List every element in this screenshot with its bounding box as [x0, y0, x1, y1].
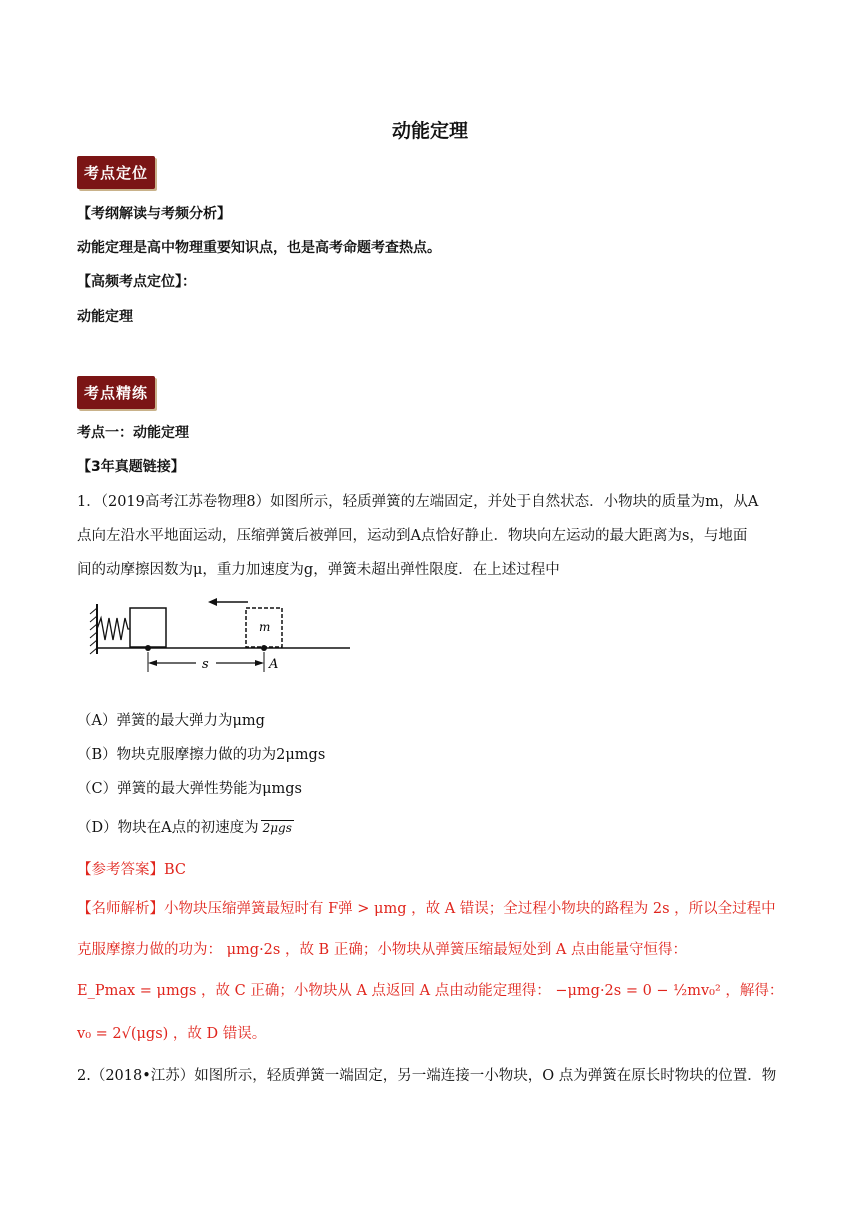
- exam-links-heading: 【3年真题链接】: [77, 459, 185, 475]
- question-1-line-1: 1．（2019高考江苏卷物理8）如图所示，轻质弹簧的左端固定，并处于自然状态．小物块的质量为m，从A: [77, 494, 759, 510]
- reference-answer: 【参考答案】BC: [77, 862, 187, 878]
- spring-icon: [97, 618, 130, 640]
- option-b: （B）物块克服摩擦力做的功为2μmgs: [77, 747, 326, 763]
- point-a-label: A: [269, 657, 279, 672]
- option-d: [77, 816, 294, 837]
- point-one-heading: 考点一：动能定理: [77, 425, 189, 441]
- question-1-line-2: 点向左沿水平地面运动，压缩弹簧后被弹回，运动到A点恰好静止．物块向左运动的最大距离为s，与地面: [77, 528, 748, 544]
- option-c: （C）弹簧的最大弹性势能为μmgs: [77, 781, 302, 797]
- paragraph-topic: 动能定理: [77, 309, 133, 325]
- option-a: （A）弹簧的最大弹力为μmg: [77, 713, 265, 729]
- question-1-line-3: 间的动摩擦因数为μ，重力加速度为g，弹簧未超出弹性限度．在上述过程中: [77, 562, 560, 578]
- section-heading-frequency: 【高频考点定位】：: [77, 274, 196, 290]
- analysis-line-3: E_Pmax = μmgs ，故 C 正确；小物块从 A 点返回 A 点由动能定理得： −μmg·2s = 0 − ½mv₀² ，解得：: [77, 983, 784, 999]
- arrow-left-icon: [208, 598, 217, 606]
- block-compressed: [130, 608, 166, 647]
- paragraph-intro: 动能定理是高中物理重要知识点，也是高考命题考查热点。: [77, 240, 441, 256]
- question-2-line-1: 2.（2018•江苏）如图所示，轻质弹簧一端固定，另一端连接一小物块，O 点为弹簧在原长时物块的位置．物: [77, 1068, 777, 1084]
- spring-block-figure: [88, 596, 358, 676]
- section-badge-practice: 考点精练: [77, 376, 155, 409]
- analysis-line-2: 克服摩擦力做的功为： μmg·2s ，故 B 正确；小物块从弹簧压缩最短处到 A 点由能量守恒得：: [77, 942, 688, 958]
- distance-label: s: [202, 657, 209, 672]
- section-heading-analysis: 【考纲解读与考频分析】: [77, 206, 231, 222]
- mass-label: m: [259, 620, 271, 634]
- analysis-line-1: 【名师解析】小物块压缩弹簧最短时有 F弹 > μmg ，故 A 错误；全过程小物块的路程为 2s ，所以全过程中: [77, 901, 776, 917]
- section-badge-location: 考点定位: [77, 156, 155, 189]
- page-title: 动能定理: [391, 120, 468, 142]
- option-d-text: （D）物块在A点的初速度为: [77, 820, 259, 836]
- option-d-sqrt: 2μgs: [262, 821, 292, 835]
- analysis-line-4: v₀ = 2√(μgs) ，故 D 错误。: [77, 1026, 267, 1042]
